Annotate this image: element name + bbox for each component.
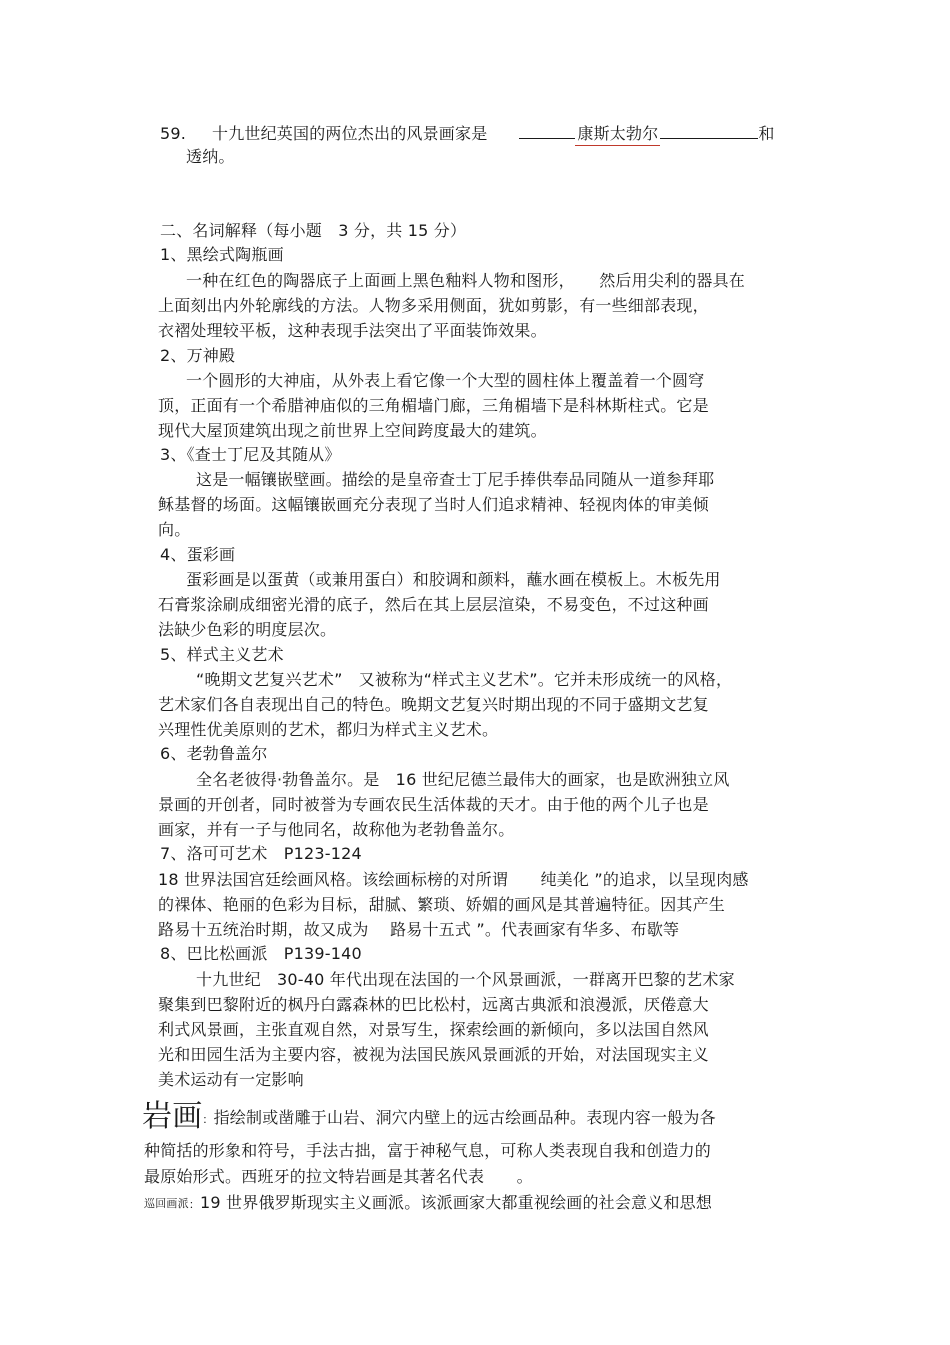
rock-painting-colon: ： — [202, 1113, 214, 1126]
term-4-line-2: 石膏浆涂刷成细密光滑的底子，然后在其上层层渲染，不易变色，不过这种画 — [158, 595, 709, 614]
term-3-line-1: 这是一幅镶嵌壁画。描绘的是皇帝查士丁尼手捧供奉品同随从一道参拜耶 — [196, 470, 715, 489]
term-heading-4: 4、蛋彩画 — [160, 545, 236, 564]
question-tail: 和 — [758, 124, 775, 143]
term-6-line-3: 画家，并有一子与他同名，故称他为老勃鲁盖尔。 — [158, 820, 515, 839]
term-4-line-3: 法缺少色彩的明度层次。 — [158, 620, 337, 639]
question-text: 十九世纪英国的两位杰出的风景画家是 — [212, 124, 488, 143]
itinerant-term: 巡回画派 — [144, 1197, 189, 1210]
answer-blank-right — [660, 120, 758, 139]
term-1-line-2: 上面刻出内外轮廓线的方法。人物多采用侧面，犹如剪影，有一些细部表现， — [158, 296, 709, 315]
answer-text: 康斯太勃尔 — [575, 123, 660, 146]
rock-painting-line-3: 最原始形式。西班牙的拉文特岩画是其著名代表 。 — [144, 1167, 533, 1186]
term-heading-8: 8、巴比松画派 P139-140 — [160, 944, 362, 963]
rock-painting-line-1 — [142, 1100, 716, 1137]
term-5-line-2: 艺术家们各自表现出自己的特色。晚期文艺复兴时期出现的不同于盛期文艺复 — [158, 695, 709, 714]
term-6-line-2: 景画的开创者，同时被誉为专画农民生活体裁的天才。由于他的两个儿子也是 — [158, 795, 709, 814]
rock-painting-term: 岩画 — [142, 1099, 203, 1134]
term-8-line-1: 十九世纪 30-40 年代出现在法国的一个风景画派，一群离开巴黎的艺术家 — [196, 970, 735, 989]
itinerant-text-1: 19 世界俄罗斯现实主义画派。该派画家大都重视绘画的社会意义和思想 — [200, 1193, 713, 1212]
rock-painting-line-2: 种简括的形象和符号，手法古拙，富于神秘气息，可称人类表现自我和创造力的 — [144, 1141, 712, 1160]
question-59-line2: 透纳。 — [186, 147, 235, 166]
term-2-line-3: 现代大屋顶建筑出现之前世界上空间跨度最大的建筑。 — [158, 421, 547, 440]
term-3-line-3: 向。 — [158, 520, 191, 539]
term-1-line-3: 衣褶处理较平板，这种表现手法突出了平面装饰效果。 — [158, 321, 547, 340]
term-heading-7: 7、洛可可艺术 P123-124 — [160, 844, 362, 863]
section-title: 二、名词解释（每小题 3 分，共 15 分） — [160, 221, 467, 240]
term-2-line-1: 一个圆形的大神庙，从外表上看它像一个大型的圆柱体上覆盖着一个圆穹 — [186, 371, 705, 390]
term-1-line-1: 一种在红色的陶器底子上面画上黑色釉料人物和图形， 然后用尖利的器具在 — [186, 271, 746, 290]
term-7-line-2: 的裸体、艳丽的色彩为目标，甜腻、繁琐、娇媚的画风是其普遍特征。因其产生 — [158, 895, 726, 914]
itinerant-colon: ： — [188, 1198, 201, 1211]
term-4-line-1: 蛋彩画是以蛋黄（或兼用蛋白）和胶调和颜料，蘸水画在模板上。木板先用 — [186, 570, 721, 589]
term-8-line-3: 利式风景画，主张直观自然，对景写生，探索绘画的新倾向，多以法国自然风 — [158, 1020, 709, 1039]
itinerant-line-1 — [144, 1192, 712, 1216]
term-heading-2: 2、万神殿 — [160, 346, 236, 365]
term-heading-5: 5、样式主义艺术 — [160, 645, 284, 664]
question-number: 59. — [160, 124, 187, 143]
term-7-line-1: 18 世界法国宫廷绘画风格。该绘画标榜的对所谓 纯美化 ”的追求，以呈现肉感 — [158, 870, 749, 889]
term-8-line-4: 光和田园生活为主要内容，被视为法国民族风景画派的开始，对法国现实主义 — [158, 1045, 709, 1064]
term-heading-1: 1、黑绘式陶瓶画 — [160, 245, 284, 264]
term-8-line-2: 聚集到巴黎附近的枫丹白露森林的巴比松村，远离古典派和浪漫派，厌倦意大 — [158, 995, 709, 1014]
rock-painting-text-1: 指绘制或凿雕于山岩、洞穴内壁上的远古绘画品种。表现内容一般为各 — [213, 1108, 716, 1127]
question-59-line1 — [160, 120, 775, 146]
term-5-line-1: “晚期文艺复兴艺术” 又被称为“样式主义艺术”。它并未形成统一的风格， — [196, 670, 733, 689]
term-5-line-3: 兴理性优美原则的艺术，都归为样式主义艺术。 — [158, 720, 499, 739]
term-heading-6: 6、老勃鲁盖尔 — [160, 744, 268, 763]
term-2-line-2: 顶，正面有一个希腊神庙似的三角楣墙门廊，三角楣墙下是科林斯柱式。它是 — [158, 396, 709, 415]
term-heading-3: 3、《查士丁尼及其随从》 — [160, 445, 341, 464]
answer-blank-left — [519, 120, 575, 139]
term-3-line-2: 稣基督的场面。这幅镶嵌画充分表现了当时人们追求精神、轻视肉体的审美倾 — [158, 495, 709, 514]
term-8-line-5: 美术运动有一定影响 — [158, 1070, 304, 1089]
term-7-line-3: 路易十五统治时期，故又成为 路易十五式 ”。代表画家有华多、布歇等 — [158, 920, 680, 939]
term-6-line-1: 全名老彼得·勃鲁盖尔。是 16 世纪尼德兰最伟大的画家，也是欧洲独立风 — [196, 770, 730, 789]
